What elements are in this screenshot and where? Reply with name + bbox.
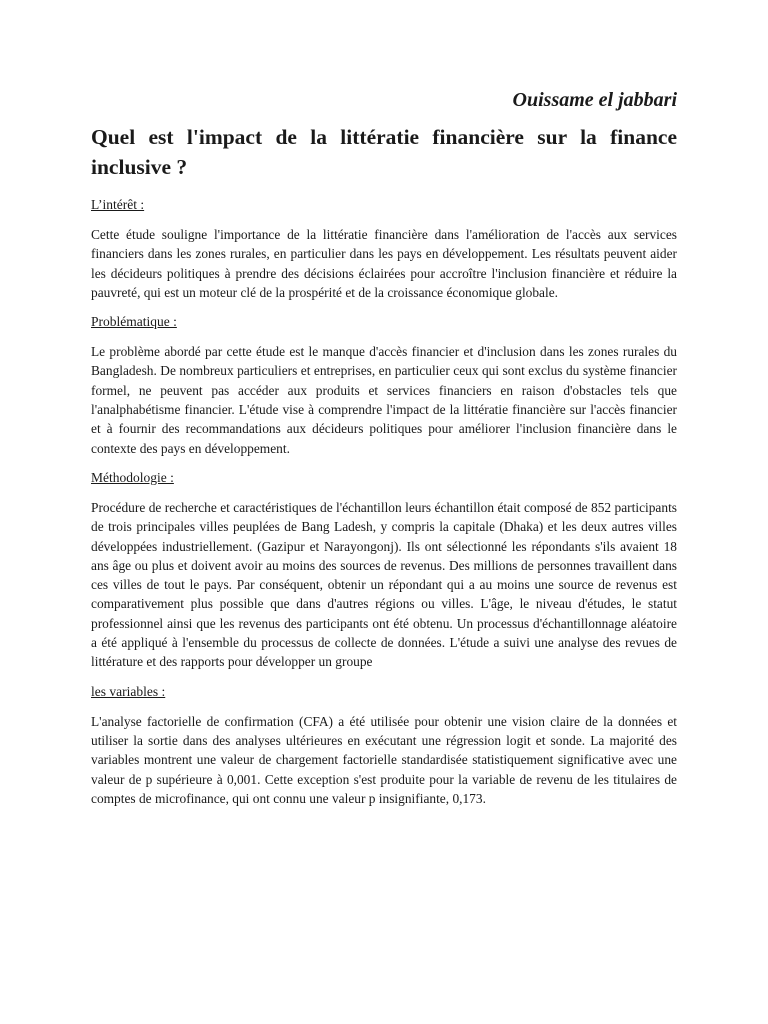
document-page — [91, 86, 677, 819]
section-paragraph: L'analyse factorielle de confirmation (CFA) a été utilisée pour obtenir une vision claire de la données et utiliser la sortie dans des analyses ultérieures en exécutant une régression logit et sonde. La majorité des variables montrent une valeur de chargement factorielle standardisée statistiquement significative avec une valeur de p supérieure à 0,001. Cette exception s'est produite pour la variable de revenu de les titulaires de comptes de microfinance, qui ont connu une valeur p insignifiante, 0,173. — [91, 713, 677, 806]
section-variables — [91, 683, 677, 808]
section-interet — [91, 196, 677, 302]
document-title: Quel est l'impact de la littératie financière sur la finance inclusive ? — [91, 125, 677, 179]
section-methodologie — [91, 469, 677, 672]
section-heading: L’intérêt : — [91, 197, 145, 212]
section-heading: Méthodologie : — [91, 469, 174, 485]
section-paragraph: Cette étude souligne l'importance de la littératie financière dans l'amélioration de l'accès aux services financiers dans les zones rurales, en particulier dans les pays en développement. Les résultats peuvent aider les décideurs politiques à prendre des décisions éclairées pour accroître l'inclusion financière et réduire la pauvreté, qui est un moteur clé de la prospérité et de la croissance économique globale. — [91, 227, 677, 300]
section-problematique — [91, 313, 677, 458]
section-heading: Problématique : — [91, 314, 177, 330]
section-paragraph: Procédure de recherche et caractéristiques de l'échantillon leurs échantillon était composé de 852 participants de trois principales villes peuplées de Bang Ladesh, y compris la capitale (Dhaka) et les deux autres villes développées industriellement. (Gazipur et Narayongonj). Ils ont sélectionné les répondants s'ils avaient 18 ans âge ou plus et doivent avoir au moins des sources de revenus. Des millions de personnes travaillent dans ces villes de tout le pays. Par conséquent, obtenir un répondant qui a au moins une source de revenus est comparativement plus possible que dans d'autres régions ou villes. L'âge, le niveau d'études, le statut professionnel ainsi que les revenus des participants ont été obtenu. Un processus d'échantillonnage aléatoire a été appliqué à l'ensemble du processus de collecte de données. L'étude a suivi une analyse des revues de littérature et des rapports pour développer un groupe — [91, 499, 677, 670]
section-paragraph: Le problème abordé par cette étude est le manque d'accès financier et d'inclusion dans les zones rurales du Bangladesh. De nombreux particuliers et entreprises, en particulier ceux qui sont exclus du système financier formel, ne peuvent pas accéder aux produits et services financiers en raison d'obstacles tels que l'analphabétisme financier. L'étude vise à comprendre l'impact de la littératie financière sur l'accès financier et à fournir des recommandations aux décideurs politiques pour améliorer l'inclusion financière dans le contexte des pays en développement. — [91, 344, 677, 456]
section-heading: les variables : — [91, 683, 166, 699]
author-name: Ouissame el jabbari — [512, 89, 677, 111]
